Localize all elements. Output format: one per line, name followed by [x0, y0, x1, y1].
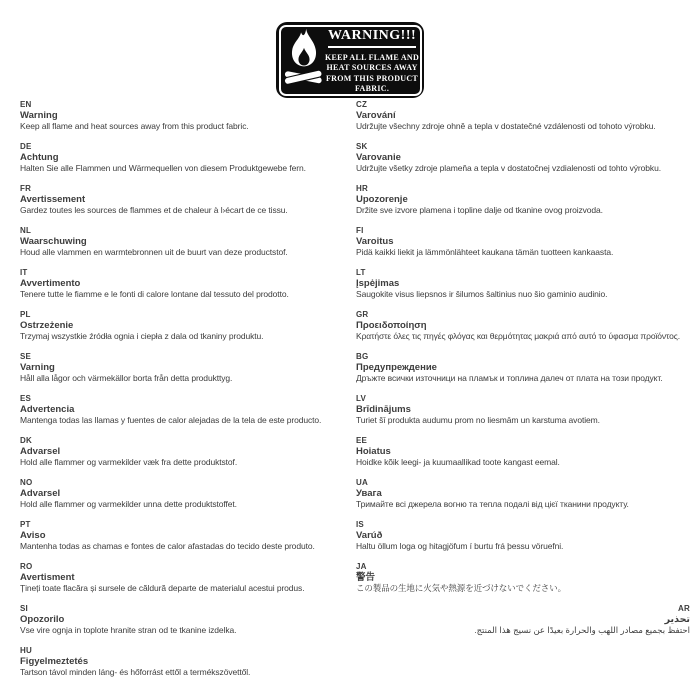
language-code: BG [356, 352, 369, 361]
warning-text: Udržujte všetky zdroje plameňa a tepla v dostatočnej vzdialenosti od tohto výrobku. [356, 163, 661, 173]
language-section-de [20, 141, 348, 174]
language-section-hr [356, 183, 690, 216]
language-section-is [356, 519, 690, 552]
language-code: EE [356, 436, 368, 445]
language-section-it [20, 267, 348, 300]
language-code: PL [20, 310, 31, 319]
language-code: SI [20, 604, 28, 613]
warning-text: Hold alle flammer og varmekilder væk fra dette produktstof. [20, 457, 238, 467]
warning-text: Mantenga todas las llamas y fuentes de calor alejadas de la tela de este producto. [20, 415, 322, 425]
warning-text: Halten Sie alle Flammen und Wärmequellen von diesem Produktgewebe fern. [20, 163, 306, 173]
warning-title: تحذير [664, 614, 690, 625]
language-section-dk [20, 435, 348, 468]
warning-text: Vse vire ognja in toplote hranite stran od te tkanine izdelka. [20, 625, 237, 635]
language-code: SK [356, 142, 368, 151]
language-section-ee [356, 435, 690, 468]
language-code: FI [356, 226, 364, 235]
warning-title: Opozorilo [20, 614, 65, 625]
warning-text: Κρατήστε όλες τις πηγές φλόγας και θερμότητας μακριά από αυτό το ύφασμα προϊόντος. [356, 331, 681, 341]
warning-title: Ostrzeżenie [20, 320, 74, 331]
language-code: FR [20, 184, 32, 193]
warning-title: Advertencia [20, 404, 75, 415]
warning-title: Varovanie [356, 152, 401, 163]
language-code: PT [20, 520, 31, 529]
language-section-lt [356, 267, 690, 300]
warning-title: 警告 [356, 572, 376, 583]
warning-title: Varoitus [356, 236, 394, 247]
warning-text: Pidä kaikki liekit ja lämmönlähteet kaukana tämän tuotteen kankaasta. [356, 247, 614, 257]
warning-title: Įspėjimas [356, 278, 400, 289]
warning-title: Aviso [20, 530, 46, 541]
language-section-nl [20, 225, 348, 258]
warning-text: Țineți toate flacăra și sursele de căldură departe de materialul acestui produs. [20, 583, 305, 593]
language-section-fi [356, 225, 690, 258]
campfire-icon [283, 28, 325, 95]
warning-title: Varúð [356, 530, 383, 541]
language-code: GR [356, 310, 369, 319]
warning-line-4: FABRIC. [354, 84, 390, 93]
warning-title: Upozorenje [356, 194, 408, 205]
warning-text: Mantenha todas as chamas e fontes de calor afastadas do tecido deste produto. [20, 541, 315, 551]
language-code: RO [20, 562, 33, 571]
warning-text: Tenere tutte le fiamme e le fonti di calore lontane dal tessuto del prodotto. [20, 289, 289, 299]
language-code: HU [20, 646, 32, 655]
warning-title: Avertisment [20, 572, 75, 583]
language-section-ua [356, 477, 690, 510]
language-code: DE [20, 142, 32, 151]
language-code: LT [356, 268, 366, 277]
language-section-ro [20, 561, 348, 594]
warning-line-1: KEEP ALL FLAME AND [325, 52, 420, 62]
language-code: CZ [356, 100, 368, 109]
warning-title: Waarschuwing [20, 236, 87, 247]
warning-text: Gardez toutes les sources de flammes et de chaleur à l›écart de ce tissu. [20, 205, 288, 215]
language-section-hu [20, 645, 348, 678]
warning-label-badge [276, 22, 424, 98]
warning-text: Keep all flame and heat sources away from this product fabric. [20, 121, 249, 131]
language-section-se [20, 351, 348, 384]
language-section-cz [356, 99, 690, 132]
warning-title: Προειδοποίηση [356, 320, 427, 331]
warning-title: Предупреждение [356, 362, 437, 373]
language-code: ES [20, 394, 32, 403]
warning-title: Avvertimento [20, 278, 81, 289]
language-code: NO [20, 478, 33, 487]
language-code: JA [356, 562, 367, 571]
warning-title: Varning [20, 362, 55, 373]
language-code: HR [356, 184, 368, 193]
language-code: IT [20, 268, 28, 277]
warning-title: Увага [356, 488, 382, 499]
warning-text: Trzymaj wszystkie źródła ognia i ciepła z dala od tkaniny produktu. [20, 331, 264, 341]
warning-text: Saugokite visus liepsnos ir šilumos šaltinius nuo šio gaminio audinio. [356, 289, 608, 299]
warning-text: احتفظ بجميع مصادر اللهب والحرارة بعيدًا عن نسيج هذا المنتج. [474, 625, 690, 635]
warning-text: Houd alle vlammen en warmtebronnen uit de buurt van deze productstof. [20, 247, 288, 257]
language-section-pl [20, 309, 348, 342]
warning-title: Figyelmeztetés [20, 656, 89, 667]
warning-text: Udržujte všechny zdroje ohně a tepla v dostatečné vzdálenosti od tohoto výrobku. [356, 121, 656, 131]
language-section-ja [356, 561, 690, 594]
language-section-sk [356, 141, 690, 174]
warning-text: Hold alle flammer og varmekilder unna dette produktstoffet. [20, 499, 237, 509]
language-code: DK [20, 436, 32, 445]
warning-title: Hoiatus [356, 446, 391, 457]
warning-text: Hoidke kõik leegi- ja kuumaallikad toote kangast eemal. [356, 457, 560, 467]
warning-title: Advarsel [20, 446, 61, 457]
language-code: SE [20, 352, 32, 361]
warning-title: Varování [356, 110, 396, 121]
language-code: UA [356, 478, 368, 487]
warning-text: Håll alla lågor och värmekällor borta från detta produkttyg. [20, 373, 233, 383]
language-section-pt [20, 519, 348, 552]
warning-title: Avertissement [20, 194, 86, 205]
warning-title: Advarsel [20, 488, 61, 499]
language-section-lv [356, 393, 690, 426]
language-section-no [20, 477, 348, 510]
left-language-column [20, 99, 348, 687]
warning-text: Tartson távol minden láng- és hőforrást ettől a termékszövettől. [20, 667, 251, 677]
warning-text: Тримайте всі джерела вогню та тепла подалі від цієї тканини продукту. [356, 499, 629, 509]
warning-text: Držite sve izvore plamena i topline dalje od tkanine ovog proizvoda. [356, 205, 603, 215]
warning-title-text: WARNING!!! [328, 28, 416, 48]
warning-line-2: HEAT SOURCES AWAY [326, 63, 418, 72]
warning-text: Haltu öllum loga og hitagjöfum í burtu frá þessu vöruefni. [356, 541, 564, 551]
warning-text: Turiet šī produkta audumu prom no liesmām un karstuma avotiem. [356, 415, 600, 425]
warning-title: Warning [20, 110, 58, 121]
language-section-fr [20, 183, 348, 216]
language-code: EN [20, 100, 32, 109]
language-code: AR [678, 604, 690, 613]
right-language-column [356, 99, 690, 645]
warning-title: Brīdinājums [356, 404, 411, 415]
language-code: LV [356, 394, 367, 403]
language-section-gr [356, 309, 690, 342]
language-section-bg [356, 351, 690, 384]
warning-text: Дръжте всички източници на пламък и топлина далеч от плата на този продукт. [356, 373, 663, 383]
language-section-en [20, 99, 348, 132]
warning-text: この製品の生地に火気や熱源を近づけないでください。 [356, 583, 567, 593]
language-section-si [20, 603, 348, 636]
language-code: NL [20, 226, 32, 235]
warning-title: Achtung [20, 152, 59, 163]
warning-line-3: FROM THIS PRODUCT [326, 73, 419, 83]
language-section-ar [356, 603, 690, 636]
language-code: IS [356, 520, 364, 529]
language-section-es [20, 393, 348, 426]
